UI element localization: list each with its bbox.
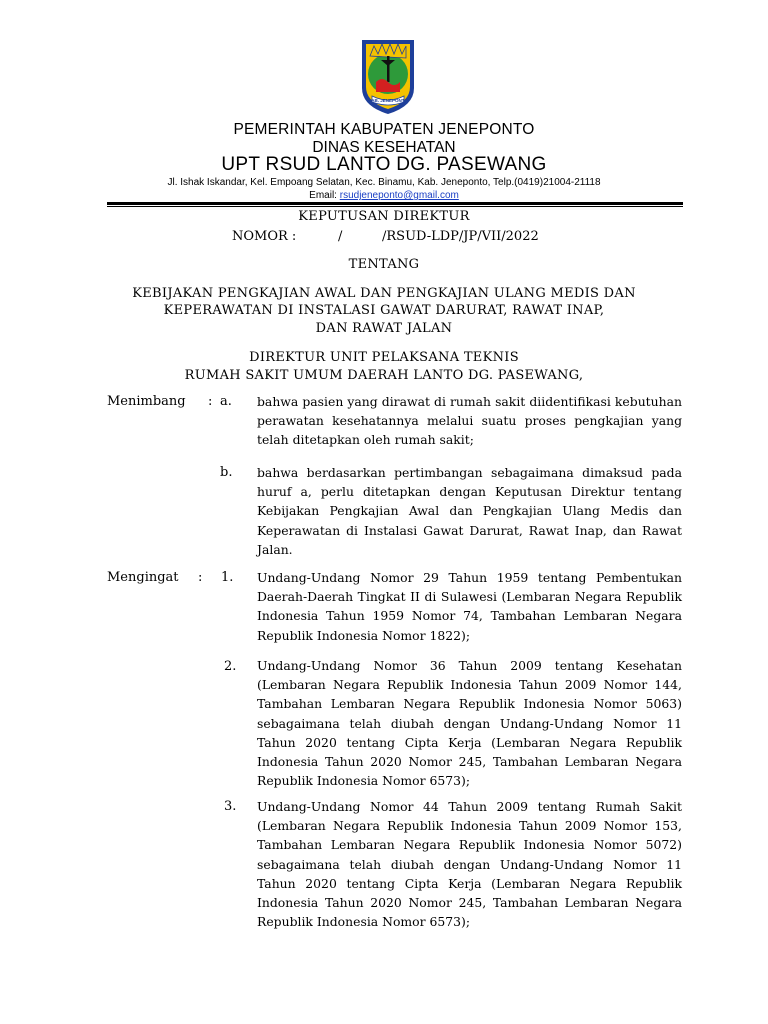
- decree-about: TENTANG: [348, 257, 420, 272]
- letterhead-hospital: UPT RSUD LANTO DG. PASEWANG: [221, 154, 547, 175]
- mengingat-marker: 3.: [224, 799, 237, 814]
- decree-subject-line: DAN RAWAT JALAN: [315, 321, 453, 336]
- logo-caption: KAB. JENEPONTO: [368, 98, 408, 103]
- decree-authority-line: DIREKTUR UNIT PELAKSANA TEKNIS: [249, 350, 519, 365]
- decree-number-value: /RSUD-LDP/JP/VII/2022: [382, 229, 539, 244]
- mengingat-marker: 2.: [224, 659, 237, 674]
- menimbang-item: bahwa pasien yang dirawat di rumah sakit diidentifikasi kebutuhan perawatan kesehatannya melalui suatu proses pengkajian yang telah ditetapkan oleh rumah sakit;: [257, 394, 682, 448]
- mengingat-item: Undang-Undang Nomor 29 Tahun 1959 tentang Pembentukan Daerah-Daerah Tingkat II di Sulawesi (Lembaran Negara Republik Indonesia Tahun 1959 Nomor 74, Tambahan Lembaran Negara Republik Indonesia Nomor 1822);: [257, 570, 682, 643]
- menimbang-marker: a.: [220, 394, 232, 409]
- letterhead-department: DINAS KESEHATAN: [312, 139, 456, 156]
- mengingat-separator: :: [198, 570, 203, 585]
- decree-title: KEPUTUSAN DIREKTUR: [298, 209, 470, 224]
- mengingat-item: Undang-Undang Nomor 44 Tahun 2009 tentang Rumah Sakit (Lembaran Negara Republik Indonesia Tahun 2009 Nomor 153, Tambahan Lembaran Negara Republik Indonesia Nomor 5072) sebagaimana telah diubah dengan Undang-Undang Nomor 11 Tahun 2020 tentang Cipta Kerja (Lembaran Negara Republik Indonesia Tahun 2020 Nomor 245, Tambahan Lembaran Negara Republik Indonesia Nomor 6573);: [257, 799, 682, 930]
- decree-number-separator: /: [338, 229, 343, 244]
- letterhead-address: Jl. Ishak Iskandar, Kel. Empoang Selatan, Kec. Binamu, Kab. Jeneponto, Telp.(0419)21004-21118: [167, 177, 601, 188]
- email-link[interactable]: rsudjeneponto@gmail.com: [339, 190, 459, 201]
- mengingat-item: Undang-Undang Nomor 36 Tahun 2009 tentang Kesehatan (Lembaran Negara Republik Indonesia Tahun 2009 Nomor 144, Tambahan Lembaran Negara Republik Indonesia Nomor 5063) sebagaimana telah diubah dengan Undang-Undang Nomor 11 Tahun 2020 tentang Cipta Kerja (Lembaran Negara Republik Indonesia Tahun 2020 Nomor 245, Tambahan Lembaran Negara Republik Indonesia Nomor 6573);: [257, 658, 682, 789]
- decree-subject-line: KEBIJAKAN PENGKAJIAN AWAL DAN PENGKAJIAN ULANG MEDIS DAN: [132, 286, 636, 301]
- mengingat-marker: 1.: [221, 570, 234, 585]
- letterhead-email-line: [0, 190, 768, 201]
- regency-logo: [356, 36, 420, 116]
- decree-subject-line: KEPERAWATAN DI INSTALASI GAWAT DARURAT, RAWAT INAP,: [163, 303, 605, 318]
- menimbang-marker: b.: [220, 465, 233, 480]
- menimbang-label: Menimbang: [107, 394, 186, 409]
- menimbang-item: bahwa berdasarkan pertimbangan sebagaimana dimaksud pada huruf a, perlu ditetapkan dengan Keputusan Direktur tentang Kebijakan Pengkajian Awal dan Pengkajian Ulang Medis dan Keperawatan di Instalasi Gawat Darurat, Rawat Inap, dan Rawat Jalan.: [257, 465, 682, 557]
- letterhead-divider-thin: [107, 206, 683, 207]
- email-label: Email:: [309, 190, 337, 201]
- letterhead-divider-thick: [107, 202, 683, 205]
- decree-authority-line: RUMAH SAKIT UMUM DAERAH LANTO DG. PASEWANG,: [184, 368, 584, 383]
- letterhead-government: PEMERINTAH KABUPATEN JENEPONTO: [233, 121, 535, 138]
- decree-number-label: NOMOR :: [232, 229, 297, 244]
- mengingat-label: Mengingat: [107, 570, 179, 585]
- menimbang-separator: :: [208, 394, 213, 409]
